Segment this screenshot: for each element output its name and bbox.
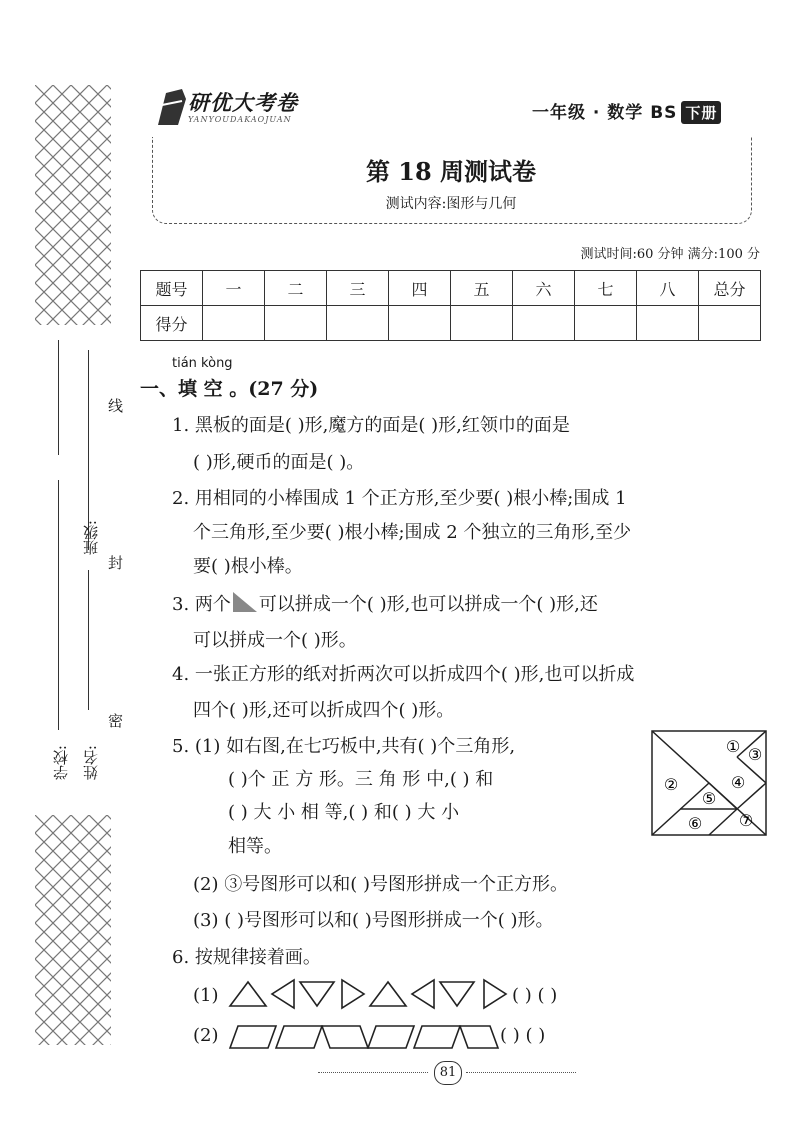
tangram-label: ⑥ [687, 814, 703, 833]
binding-pattern-bottom [35, 815, 111, 1045]
table-header-cell: 四 [389, 271, 451, 306]
question-6-2-label: (2) [193, 1025, 219, 1046]
right-triangle-icon [231, 590, 259, 614]
triangle-down-icon [300, 982, 334, 1006]
page-number: 81 [434, 1061, 462, 1085]
question-2-line-2: 个三角形,至少要( )根小棒;围成 2 个独立的三角形,至少 [193, 522, 632, 543]
triangle-left-icon [412, 980, 434, 1008]
parallelogram-icon [230, 1026, 276, 1048]
score-cell[interactable] [699, 306, 761, 341]
binding-line [58, 480, 59, 730]
semester-tag: 下册 [681, 101, 721, 124]
logo-subtext: YANYOUDAKAOJUAN [188, 115, 292, 124]
school-label: 学校: [52, 745, 70, 781]
table-row [141, 306, 761, 341]
parallelogram-pattern-row [228, 1022, 502, 1052]
score-table [140, 270, 761, 341]
question-5-part-3: (3) ( )号图形可以和( )号图形拼成一个( )形。 [193, 910, 554, 931]
seal-char: 密 [108, 712, 124, 730]
question-5-line-3: ( ) 大 小 相 等,( ) 和( ) 大 小 [228, 802, 460, 823]
triangle-up-icon [230, 982, 266, 1006]
table-header-cell: 题号 [141, 271, 203, 306]
grade-label: 一年级 · 数学 BS 下册 [532, 98, 721, 124]
question-1-line-2: ( )形,硬币的面是( )。 [193, 452, 365, 473]
table-header-cell: 五 [451, 271, 513, 306]
section-pinyin: tián kòng [172, 356, 233, 371]
question-5-line-1: 5. (1) 如右图,在七巧板中,共有( )个三角形, [172, 736, 516, 757]
question-2-line-3: 要( )根小棒。 [193, 556, 303, 577]
binding-line [58, 340, 59, 455]
question-3-line-2: 可以拼成一个( )形。 [193, 630, 357, 651]
table-header-cell: 二 [265, 271, 327, 306]
score-cell[interactable] [327, 306, 389, 341]
table-header-cell: 三 [327, 271, 389, 306]
question-4-line-2: 四个( )形,还可以折成四个( )形。 [193, 700, 455, 721]
question-4-line-1: 4. 一张正方形的纸对折两次可以折成四个( )形,也可以折成 [172, 664, 635, 685]
score-cell[interactable] [265, 306, 327, 341]
name-label: 姓名: [82, 745, 100, 781]
score-cell[interactable] [513, 306, 575, 341]
question-6-1-label: (1) [193, 985, 219, 1006]
question-6-title: 6. 按规律接着画。 [172, 947, 321, 968]
question-2-line-1: 2. 用相同的小棒围成 1 个正方形,至少要( )根小棒;围成 1 [172, 488, 627, 509]
time-info: 测试时间:60 分钟 满分:100 分 [580, 247, 760, 262]
score-cell[interactable] [575, 306, 637, 341]
tangram-label: ⑤ [701, 789, 717, 808]
logo-text: 研优大考卷 [188, 91, 298, 115]
table-header-cell: 一 [203, 271, 265, 306]
table-header-cell: 八 [637, 271, 699, 306]
triangle-right-icon [484, 980, 506, 1008]
section-title: 一、填 空 。(27 分) [140, 378, 319, 400]
score-cell[interactable] [637, 306, 699, 341]
binding-line [88, 570, 89, 710]
tangram-figure [651, 730, 767, 836]
logo [152, 85, 327, 133]
parallelogram-icon [322, 1026, 368, 1048]
score-cell[interactable] [203, 306, 265, 341]
triangle-right-icon [342, 980, 364, 1008]
question-6-2-blanks: ( ) ( ) [500, 1025, 546, 1046]
question-5-line-2: ( )个 正 方 形。三 角 形 中,( ) 和 [228, 769, 494, 790]
table-header-cell: 六 [513, 271, 575, 306]
page-title: 第 18 周测试卷 [365, 157, 537, 186]
parallelogram-icon [460, 1026, 498, 1048]
triangle-down-icon [440, 982, 474, 1006]
triangle-left-icon [272, 980, 294, 1008]
question-1-line-1: 1. 黑板的面是( )形,魔方的面是( )形,红领巾的面是 [172, 415, 570, 436]
tangram-label: ③ [747, 745, 763, 764]
parallelogram-icon [414, 1026, 460, 1048]
footer-divider [466, 1072, 576, 1073]
score-cell[interactable] [451, 306, 513, 341]
seal-char: 封 [108, 554, 124, 572]
tangram-label: ④ [730, 773, 746, 792]
question-3-line-1: 3. 两个 可以拼成一个( )形,也可以拼成一个( )形,还 [172, 590, 598, 616]
question-5-part-2: (2) ③号图形可以和( )号图形拼成一个正方形。 [193, 874, 568, 895]
score-row-label: 得分 [141, 306, 203, 341]
question-6-1-blanks: ( ) ( ) [512, 985, 558, 1006]
question-5-line-4: 相等。 [228, 836, 282, 857]
tangram-label: ⑦ [738, 811, 754, 830]
parallelogram-icon [368, 1026, 414, 1048]
class-label: 班级: [82, 520, 100, 556]
tangram-label: ② [663, 775, 679, 794]
seal-char: 线 [108, 397, 124, 415]
score-cell[interactable] [389, 306, 451, 341]
parallelogram-icon [276, 1026, 322, 1048]
footer-divider [318, 1072, 428, 1073]
triangle-pattern-row [228, 976, 512, 1010]
tangram-label: ① [725, 737, 741, 756]
table-header-cell: 总分 [699, 271, 761, 306]
page-subtitle: 测试内容:图形与几何 [385, 196, 517, 212]
table-row [141, 271, 761, 306]
triangle-up-icon [370, 982, 406, 1006]
table-header-cell: 七 [575, 271, 637, 306]
binding-pattern-top [35, 85, 111, 325]
